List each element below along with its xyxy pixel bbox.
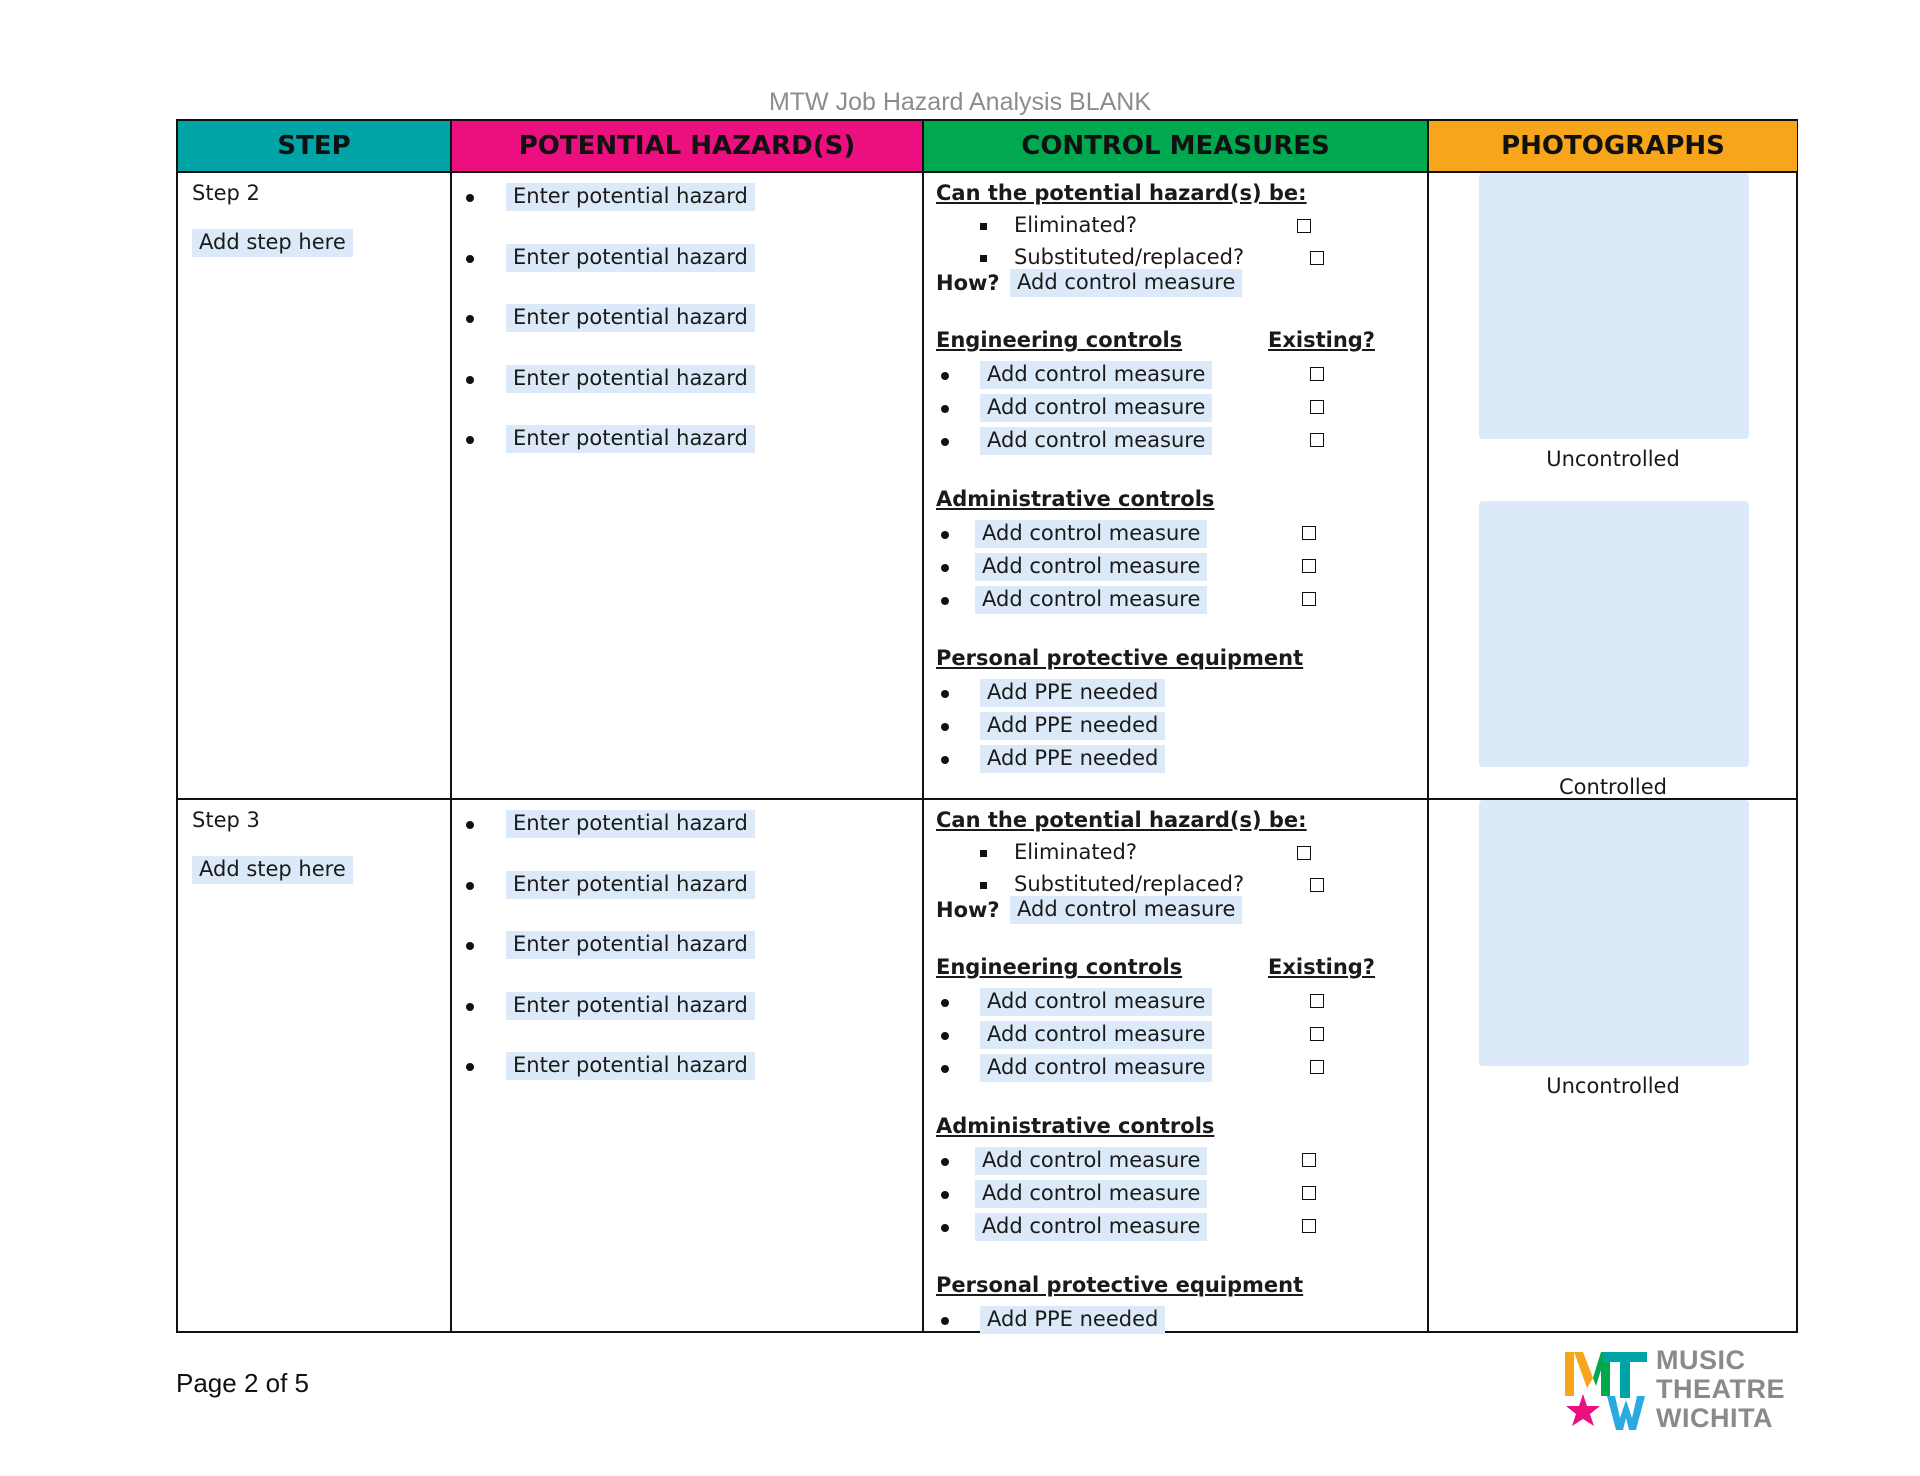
administrative-bullet [941,597,949,605]
elim-option: Eliminated? [1014,213,1138,237]
administrative-bullet [941,1224,949,1232]
column-divider [922,121,924,1331]
elim-heading: Can the potential hazard(s) be: [936,181,1307,205]
engineering-bullet [941,405,949,413]
administrative-field[interactable]: Add control measure [975,1213,1207,1241]
existing-checkbox[interactable] [1302,559,1316,573]
engineering-heading: Engineering controls [936,955,1183,979]
engineering-field[interactable]: Add control measure [980,988,1212,1016]
engineering-field[interactable]: Add control measure [980,1054,1212,1082]
logo-t-bar [1603,1352,1647,1362]
logo-wordmark [1656,1346,1785,1433]
administrative-field[interactable]: Add control measure [975,1180,1207,1208]
existing-checkbox[interactable] [1302,1219,1316,1233]
existing-checkbox[interactable] [1302,1186,1316,1200]
how-field[interactable]: Add control measure [1010,896,1242,924]
hazard-field[interactable]: Enter potential hazard [506,810,755,838]
engineering-heading: Engineering controls [936,328,1183,352]
ppe-field[interactable]: Add PPE needed [980,745,1165,773]
step-label: Step 2 [192,181,260,205]
administrative-heading: Administrative controls [936,487,1215,511]
elim-bullet [980,850,987,857]
hazard-analysis-table [176,119,1798,1333]
logo-star [1566,1394,1600,1426]
logo-line-theatre: THEATRE [1656,1374,1785,1404]
column-divider [1427,121,1429,1331]
hazard-bullet [466,194,474,202]
step-label: Step 3 [192,808,260,832]
administrative-field[interactable]: Add control measure [975,553,1207,581]
hazard-field[interactable]: Enter potential hazard [506,871,755,899]
document-title: MTW Job Hazard Analysis BLANK [768,88,1152,116]
elim-checkbox[interactable] [1310,878,1324,892]
header-hazards-label: POTENTIAL HAZARD(S) [518,131,856,161]
how-field[interactable]: Add control measure [1010,269,1242,297]
header-photos [1429,121,1797,171]
hazard-bullet [466,436,474,444]
ppe-bullet [941,690,949,698]
header-step-label: STEP [277,131,351,161]
administrative-bullet [941,1158,949,1166]
elim-checkbox[interactable] [1297,846,1311,860]
elim-bullet [980,255,987,262]
header-photos-label: PHOTOGRAPHS [1501,131,1725,161]
hazard-bullet [466,376,474,384]
administrative-field[interactable]: Add control measure [975,1147,1207,1175]
engineering-field[interactable]: Add control measure [980,427,1212,455]
ppe-bullet [941,1317,949,1325]
administrative-field[interactable]: Add control measure [975,520,1207,548]
hazard-field[interactable]: Enter potential hazard [506,1052,755,1080]
hazard-field[interactable]: Enter potential hazard [506,244,755,272]
logo-t-stem [1620,1362,1630,1398]
hazard-bullet [466,255,474,263]
administrative-bullet [941,564,949,572]
how-label: How? [936,898,1000,922]
existing-checkbox[interactable] [1310,367,1324,381]
photo-placeholder[interactable] [1479,501,1749,767]
administrative-bullet [941,1191,949,1199]
existing-checkbox[interactable] [1310,994,1324,1008]
ppe-bullet [941,723,949,731]
ppe-bullet [941,756,949,764]
existing-checkbox[interactable] [1310,400,1324,414]
logo-w [1607,1396,1645,1430]
hazard-bullet [466,315,474,323]
engineering-bullet [941,1032,949,1040]
logo-line-music: MUSIC [1656,1345,1746,1375]
elim-bullet [980,882,987,889]
hazard-bullet [466,1003,474,1011]
ppe-field[interactable]: Add PPE needed [980,712,1165,740]
header-controls-label: CONTROL MEASURES [1021,131,1330,161]
hazard-bullet [466,942,474,950]
photo-caption: Uncontrolled [1546,1074,1680,1098]
elim-option: Substituted/replaced? [1014,872,1245,896]
ppe-field[interactable]: Add PPE needed [980,1306,1165,1334]
logo-line-wichita: WICHITA [1656,1403,1773,1433]
existing-heading: Existing? [1268,328,1375,352]
step-field[interactable]: Add step here [192,856,353,884]
photo-caption: Uncontrolled [1546,447,1680,471]
existing-checkbox[interactable] [1310,1060,1324,1074]
column-divider [450,121,452,1331]
header-step [178,121,450,171]
photo-placeholder[interactable] [1479,800,1749,1066]
elim-option: Substituted/replaced? [1014,245,1245,269]
administrative-field[interactable]: Add control measure [975,586,1207,614]
elim-checkbox[interactable] [1310,251,1324,265]
hazard-field[interactable]: Enter potential hazard [506,931,755,959]
hazard-field[interactable]: Enter potential hazard [506,425,755,453]
hazard-field[interactable]: Enter potential hazard [506,365,755,393]
administrative-bullet [941,531,949,539]
hazard-field[interactable]: Enter potential hazard [506,183,755,211]
elim-heading: Can the potential hazard(s) be: [936,808,1307,832]
engineering-bullet [941,1065,949,1073]
hazard-bullet [466,1063,474,1071]
logo-m-left [1565,1352,1574,1396]
page-number: Page 2 of 5 [176,1368,309,1398]
header-controls [924,121,1427,171]
ppe-heading: Personal protective equipment [936,646,1304,670]
ppe-heading: Personal protective equipment [936,1273,1304,1297]
existing-checkbox[interactable] [1302,1153,1316,1167]
engineering-bullet [941,999,949,1007]
administrative-heading: Administrative controls [936,1114,1215,1138]
photo-placeholder[interactable] [1479,173,1749,439]
elim-bullet [980,223,987,230]
engineering-field[interactable]: Add control measure [980,361,1212,389]
engineering-bullet [941,438,949,446]
existing-checkbox[interactable] [1302,526,1316,540]
hazard-bullet [466,821,474,829]
header-hazards [452,121,922,171]
step-field[interactable]: Add step here [192,229,353,257]
existing-checkbox[interactable] [1310,433,1324,447]
engineering-bullet [941,372,949,380]
photo-caption: Controlled [1559,775,1667,799]
existing-checkbox[interactable] [1302,592,1316,606]
elim-checkbox[interactable] [1297,219,1311,233]
existing-checkbox[interactable] [1310,1027,1324,1041]
engineering-field[interactable]: Add control measure [980,394,1212,422]
elim-option: Eliminated? [1014,840,1138,864]
engineering-field[interactable]: Add control measure [980,1021,1212,1049]
hazard-field[interactable]: Enter potential hazard [506,304,755,332]
existing-heading: Existing? [1268,955,1375,979]
hazard-field[interactable]: Enter potential hazard [506,992,755,1020]
hazard-bullet [466,882,474,890]
logo-m-mid [1574,1352,1593,1388]
ppe-field[interactable]: Add PPE needed [980,679,1165,707]
how-label: How? [936,271,1000,295]
